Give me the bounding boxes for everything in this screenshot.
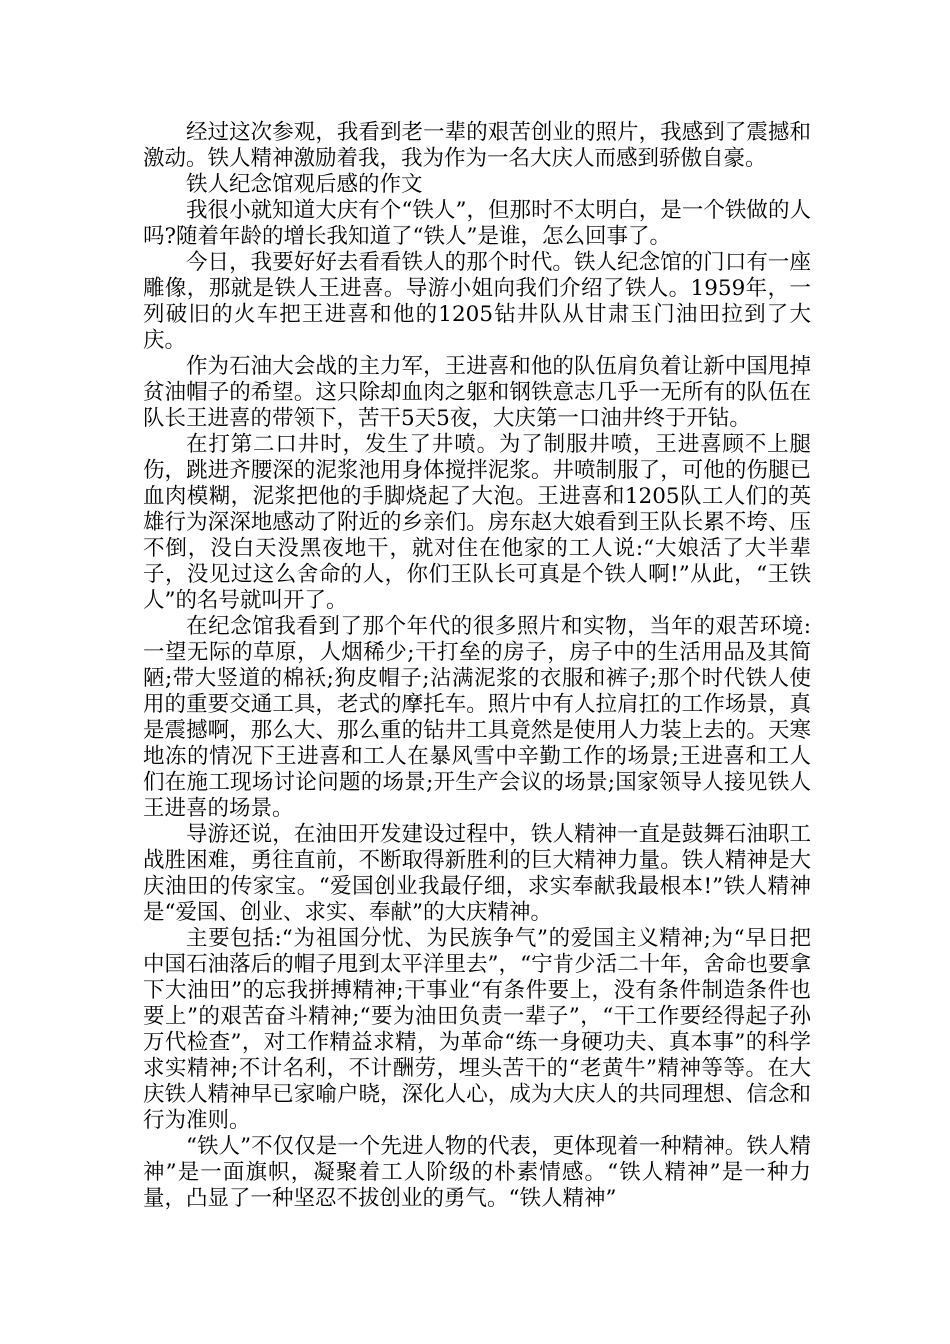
document-page	[143, 120, 811, 1212]
paragraph-statue: 今日，我要好好去看看铁人的那个时代。铁人纪念馆的门口有一座雕像，那就是铁人王进喜。导游小姐向我们介绍了铁人。1959年，一列破旧的火车把王进喜和他的1205钻井队从甘肃玉门油田拉到了大庆。	[143, 250, 811, 353]
paragraph-guide: 导游还说，在油田开发建设过程中，铁人精神一直是鼓舞石油职工战胜困难，勇往直前，不断取得新胜利的巨大精神力量。铁人精神是大庆油田的传家宝。“爱国创业我最仔细，求实奉献我最根本!”铁人精神是“爱国、创业、求实、奉献”的大庆精神。	[143, 822, 811, 925]
paragraph-main-force: 作为石油大会战的主力军，王进喜和他的队伍肩负着让新中国甩掉贫油帽子的希望。这只除却血肉之躯和钢铁意志几乎一无所有的队伍在队长王进喜的带领下，苦干5天5夜，大庆第一口油井终于开钻。	[143, 354, 811, 431]
paragraph-spirit-content: 主要包括:“为祖国分忧、为民族争气”的爱国主义精神;为“早日把中国石油落后的帽子甩到太平洋里去”，“宁肯少活二十年，舍命也要拿下大油田”的忘我拼搏精神;干事业“有条件要上，没有条件制造条件也要上”的艰苦奋斗精神;“要为油田负责一辈子”，“干工作要经得起子孙万代检查”，对工作精益求精，为革命“练一身硬功夫、真本事”的科学求实精神;不计名利，不计酬劳，埋头苦干的“老黄牛”精神等等。在大庆铁人精神早已家喻户晓，深化人心，成为大庆人的共同理想、信念和行为准则。	[143, 926, 811, 1133]
paragraph-spirit-symbol: “铁人”不仅仅是一个先进人物的代表，更体现着一种精神。铁人精神”是一面旗帜，凝聚着工人阶级的朴素情感。“铁人精神”是一种力量，凸显了一种坚忍不拔创业的勇气。“铁人精神”	[143, 1134, 811, 1211]
essay-title: 铁人纪念馆观后感的作文	[186, 172, 423, 197]
paragraph-museum-exhibits: 在纪念馆我看到了那个年代的很多照片和实物，当年的艰苦环境:一望无际的草原，人烟稀少;干打垒的房子，房子中的生活用品及其简陋;带大竖道的棉袄;狗皮帽子;沾满泥浆的衣服和裤子;那个时代铁人使用的重要交通工具，老式的摩托车。照片中有人拉肩扛的工作场景，真是震撼啊，那么大、那么重的钻井工具竟然是使用人力装上去的。天寒地冻的情况下王进喜和工人在暴风雪中辛勤工作的场景;王进喜和工人们在施工现场讨论问题的场景;开生产会议的场景;国家领导人接见铁人王进喜的场景。	[143, 614, 811, 821]
paragraph-blowout: 在打第二口井时，发生了井喷。为了制服井喷，王进喜顾不上腿伤，跳进齐腰深的泥浆池用身体搅拌泥浆。井喷制服了，可他的伤腿已血肉模糊，泥浆把他的手脚烧起了大泡。王进喜和1205队工人们的英雄行为深深地感动了附近的乡亲们。房东赵大娘看到王队长累不垮、压不倒，没白天没黑夜地干，就对住在他家的工人说:“大娘活了大半辈子，没见过这么舍命的人，你们王队长可真是个铁人啊!”从此，“王铁人”的名号就叫开了。	[143, 432, 811, 613]
paragraph-conclusion: 经过这次参观，我看到老一辈的艰苦创业的照片，我感到了震撼和激动。铁人精神激励着我，我为作为一名大庆人而感到骄傲自豪。	[143, 120, 811, 171]
paragraph-intro: 我很小就知道大庆有个“铁人”，但那时不太明白，是一个铁做的人吗?随着年龄的增长我知道了“铁人”是谁，怎么回事了。	[143, 198, 811, 249]
